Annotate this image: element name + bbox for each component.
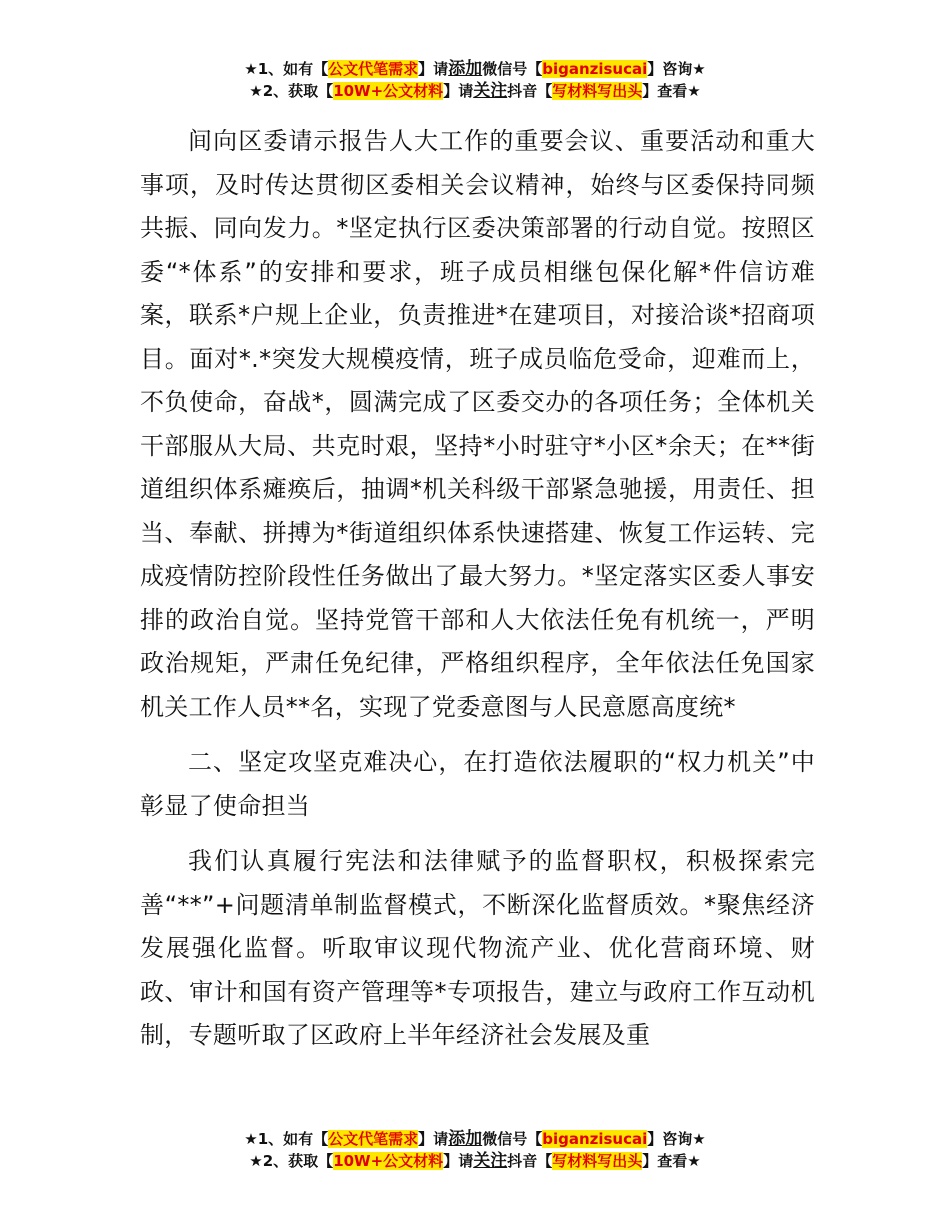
document-body — [140, 120, 815, 1058]
follow-emphasis: 关注 — [473, 81, 508, 101]
banner-line-1: ★1、如有【公文代笔需求】请添加微信号【biganzisucai】咨询★ — [244, 59, 706, 79]
ghostwriting-highlight: 公文代笔需求 — [328, 1130, 419, 1148]
paragraph-3: 我们认真履行宪法和法律赋予的监督职权，积极探索完善“**”+问题清单制监督模式，不断深化监督质效。*聚焦经济发展强化监督。听取审议现代物流产业、优化营商环境、财政、审计和国有资产管理等*专项报告，建立与政府工作互动机制，专题听取了区政府上半年经济社会发展及重 — [140, 847, 815, 1049]
materials-highlight: 10W+公文材料 — [333, 82, 444, 100]
wechat-id-highlight: biganzisucai — [542, 1130, 648, 1148]
ghostwriting-highlight: 公文代笔需求 — [328, 60, 419, 78]
douyin-highlight: 写材料写出头 — [552, 1152, 643, 1170]
header-banner — [0, 58, 950, 102]
follow-emphasis: 关注 — [473, 1151, 508, 1171]
add-emphasis: 添加 — [448, 59, 483, 79]
banner-line-2: ★2、获取【10W+公文材料】请关注抖音【写材料写出头】查看★ — [249, 1151, 701, 1171]
paragraph-1: 间向区委请示报告人大工作的重要会议、重要活动和重大事项，及时传达贯彻区委相关会议精神，始终与区委保持同频共振、同向发力。*坚定执行区委决策部署的行动自觉。按照区委“*体系”的安排和要求，班子成员相继包保化解*件信访难案，联系*户规上企业，负责推进*在建项目，对接洽谈*招商项目。面对*.*突发大规模疫情，班子成员临危受命，迎难而上，不负使命，奋战*，圆满完成了区委交办的各项任务；全体机关干部服从大局、共克时艰，坚持*小时驻守*小区*余天；在**街道组织体系瘫痪后，抽调*机关科级干部紧急驰援，用责任、担当、奉献、拼搏为*街道组织体系快速搭建、恢复工作运转、完成疫情防控阶段性任务做出了最大努力。*坚定落实区委人事安排的政治自觉。坚持党管干部和人大依法任免有机统一，严明政治规矩，严肃任免纪律，严格组织程序，全年依法任免国家机关工作人员**名，实现了党委意图与人民意愿高度统* — [140, 127, 815, 721]
banner-line-2: ★2、获取【10W+公文材料】请关注抖音【写材料写出头】查看★ — [249, 81, 701, 101]
douyin-highlight: 写材料写出头 — [552, 82, 643, 100]
section-heading-2: 二、坚定攻坚克难决心，在打造依法履职的“权力机关”中彰显了使命担当 — [140, 748, 815, 820]
add-emphasis: 添加 — [448, 1129, 483, 1149]
footer-banner — [0, 1128, 950, 1172]
banner-line-1: ★1、如有【公文代笔需求】请添加微信号【biganzisucai】咨询★ — [244, 1129, 706, 1149]
materials-highlight: 10W+公文材料 — [333, 1152, 444, 1170]
wechat-id-highlight: biganzisucai — [542, 60, 648, 78]
